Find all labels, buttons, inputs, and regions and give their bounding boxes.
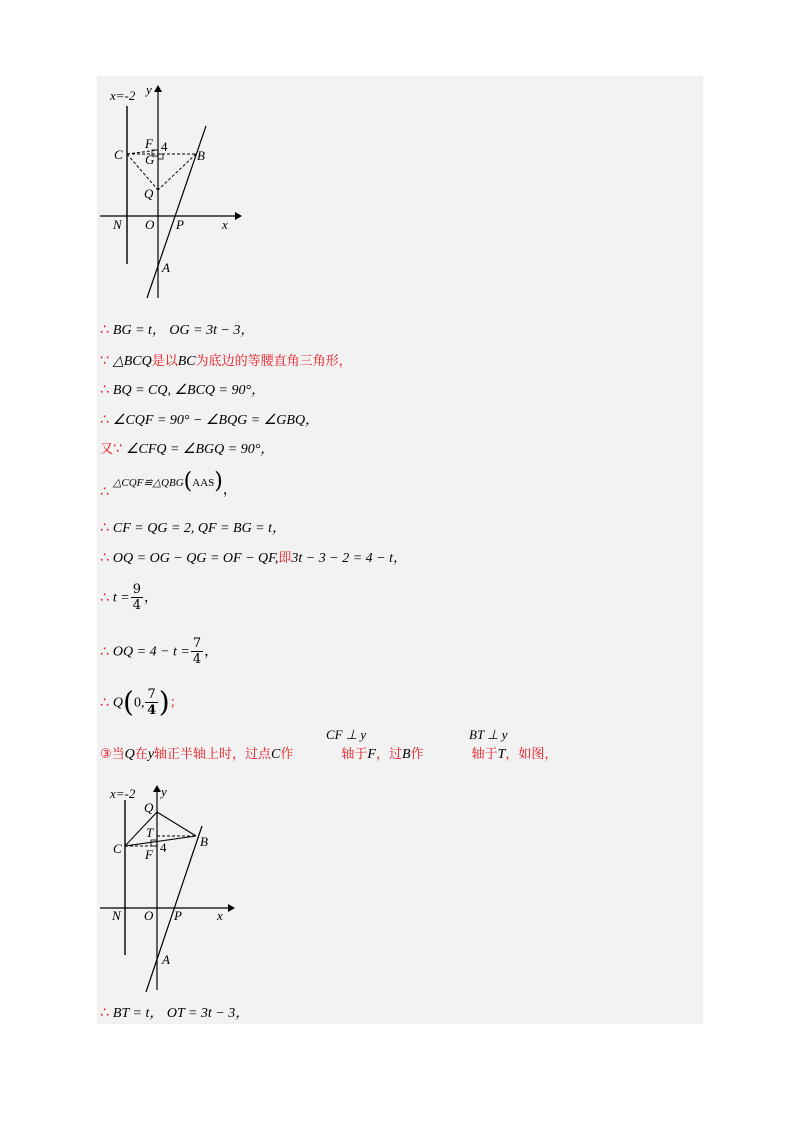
punct: ； (169, 695, 183, 711)
text: 即 (278, 551, 292, 566)
figure-2 (100, 780, 250, 1010)
fig2-label-4: 4 (160, 840, 167, 855)
circled-three: ③ (100, 747, 112, 762)
math-expr: B (402, 747, 411, 762)
line-2 (100, 351, 352, 372)
paren: ) (158, 685, 170, 719)
fig2-label-t: T (146, 825, 154, 840)
fig1-label-p: P (176, 217, 184, 232)
math-expr: AAS (192, 477, 215, 489)
therefore-symbol: ∴ (100, 694, 109, 711)
math-expr: BG = t， OG = 3t − 3， (112, 323, 255, 338)
fig1-label-o: O (145, 217, 155, 232)
therefore-symbol: ∴ (100, 412, 109, 428)
therefore-symbol: ∴ (100, 520, 109, 536)
fig2-label-q: Q (144, 800, 154, 815)
therefore-symbol: ∴ (100, 589, 109, 606)
math-expr: OQ = 4 − t = (112, 644, 190, 660)
figure-1-svg (100, 78, 250, 308)
text: 轴于 (341, 747, 368, 762)
math-expr: BC (177, 354, 196, 369)
fig2-label-c: C (113, 841, 122, 856)
text: 在 (134, 747, 148, 762)
math-expr: BT = t， OT = 3t − 3， (112, 1006, 250, 1021)
paren: ( (183, 469, 193, 494)
fig1-label-f: F (145, 136, 153, 151)
text: 作 (410, 747, 424, 762)
therefore-symbol: ∴ (100, 550, 109, 566)
line-3 (100, 380, 265, 401)
line-13 (100, 1003, 249, 1024)
therefore-symbol: ∴ (100, 322, 109, 338)
text: 轴于 (471, 747, 498, 762)
text: 是以 (151, 354, 178, 369)
fig2-label-o: O (144, 908, 154, 923)
math-expr: Q (112, 695, 124, 711)
fraction (191, 636, 203, 667)
therefore-symbol: ∴ (100, 643, 109, 660)
math-expr: 0, (133, 695, 145, 711)
numerator: 7 (147, 687, 156, 702)
math-expr: △CQF≌△QBG (112, 477, 184, 489)
fig2-label-p: P (174, 908, 182, 923)
line-10 (100, 636, 218, 667)
text: 轴正半轴上时，过点 (154, 747, 272, 762)
math-expr: Q (124, 747, 135, 762)
denominator: 4 (192, 652, 202, 667)
line-6 (100, 469, 237, 500)
fig2-label-xeq: x=-2 (110, 786, 136, 801)
math-expr: 3t − 3 − 2 = 4 − t， (291, 551, 407, 566)
fig1-label-a: A (162, 260, 170, 275)
because-symbol: ∵ (113, 441, 122, 457)
fig2-label-f: F (145, 847, 153, 862)
line-1 (100, 320, 254, 341)
math-expr: △BCQ (112, 354, 152, 369)
line-9 (100, 582, 158, 613)
line-12 (100, 744, 660, 765)
math-expr: F (367, 747, 376, 762)
fraction (131, 582, 143, 613)
text: 为底边的等腰直角三角形， (195, 354, 352, 369)
fig2-label-n: N (112, 908, 121, 923)
punct: ， (204, 643, 219, 660)
line-7 (100, 518, 286, 539)
fig1-label-xeq: x=-2 (110, 88, 136, 103)
denominator: 4 (147, 703, 157, 718)
fig1-label-b: B (197, 148, 205, 163)
bt-perp-y: BT ⊥ y (469, 727, 508, 742)
denominator: 4 (132, 598, 142, 613)
fig1-label-g: G (145, 152, 155, 167)
math-expr: y (147, 747, 155, 762)
fig1-label-4: 4 (161, 139, 168, 154)
math-expr: OQ = OG − QG = OF − QF, (112, 551, 279, 566)
fig1-label-q: Q (144, 186, 154, 201)
numerator: 7 (192, 636, 202, 651)
numerator: 9 (132, 582, 142, 597)
therefore-symbol: ∴ (100, 1005, 109, 1021)
text: 作 (280, 747, 294, 762)
math-expr: ∠CQF = 90° − ∠BQG = ∠GBQ， (112, 413, 320, 428)
paren: ( (123, 685, 134, 719)
fig2-label-y: y (161, 784, 167, 799)
figure-2-svg (100, 780, 250, 1010)
cf-perp-y: CF ⊥ y (326, 727, 367, 742)
therefore-symbol: ∴ (100, 484, 109, 500)
therefore-symbol: ∴ (100, 382, 109, 398)
text: ，如图， (505, 747, 558, 762)
paren: ) (214, 469, 223, 494)
fig1-label-x: x (222, 217, 228, 232)
because-symbol: ∵ (100, 353, 109, 369)
text: ，过 (375, 747, 402, 762)
line-8 (100, 548, 407, 569)
line-11 (100, 687, 183, 718)
figure-1 (100, 78, 250, 308)
text: 当 (111, 747, 125, 762)
fig2-label-b: B (200, 834, 208, 849)
math-expr: t = (112, 590, 130, 606)
fraction (145, 687, 157, 718)
math-expr: T (497, 747, 506, 762)
fig2-label-x: x (217, 908, 223, 923)
punct: ， (144, 589, 159, 606)
fig2-label-a: A (162, 952, 170, 967)
line-5 (100, 439, 274, 460)
text: 又 (100, 442, 114, 457)
fig1-label-y: y (146, 82, 152, 97)
math-expr: CF = QG = 2, QF = BG = t， (112, 521, 287, 536)
fig1-label-c: C (114, 147, 123, 162)
math-expr: BQ = CQ, ∠BCQ = 90°， (112, 383, 266, 398)
math-expr: ∠CFQ = ∠BGQ = 90°， (125, 442, 275, 457)
line-4 (100, 410, 319, 431)
math-expr: C (271, 747, 281, 762)
punct: ， (222, 482, 237, 498)
fig1-label-n: N (113, 217, 122, 232)
